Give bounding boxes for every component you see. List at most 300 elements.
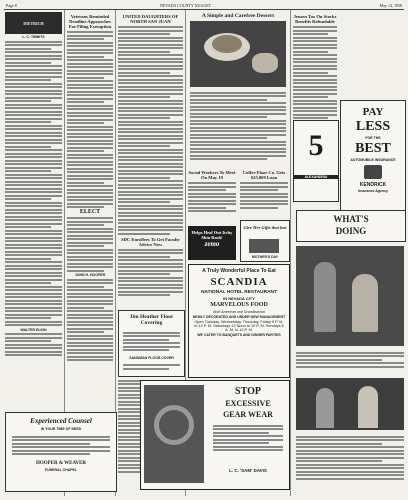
text-line <box>118 145 170 147</box>
text-line <box>118 128 183 130</box>
text-line <box>67 175 113 177</box>
text-line <box>5 149 62 151</box>
text-line <box>5 142 62 144</box>
text-line <box>213 425 283 427</box>
byline: L. C. TIBBITS <box>22 35 45 39</box>
text-line <box>5 174 62 176</box>
text-line <box>240 203 288 205</box>
text-line <box>293 86 337 88</box>
text-line <box>67 231 113 233</box>
text-line <box>5 51 62 53</box>
text-line <box>67 70 113 72</box>
text-line <box>118 212 183 214</box>
text-line <box>67 199 113 201</box>
stop-line2: EXCESSIVE <box>225 399 271 408</box>
text-line <box>118 68 183 70</box>
masthead: NEVADA COUNTY NUGGET <box>160 3 212 8</box>
alexandria-ad <box>293 120 339 202</box>
alexandria-name: ALEXANDRIA <box>294 175 338 179</box>
stop-shop: L. C. 'SAM' DAVIS <box>229 468 267 473</box>
text-line <box>5 240 62 242</box>
text-line <box>67 112 113 114</box>
dessert-headline: A Simple and Carefree Dessert <box>201 13 275 19</box>
text-line <box>118 58 183 60</box>
text-line <box>118 180 183 182</box>
text-line <box>118 65 183 67</box>
text-line <box>118 40 183 42</box>
text-line <box>118 86 183 88</box>
text-line <box>5 90 62 92</box>
text-line <box>118 96 170 98</box>
text-line <box>67 105 113 107</box>
text-line <box>5 170 51 172</box>
zemo-line1: Helps Heal Out Itchy Skin Rash! <box>191 230 233 240</box>
text-line <box>67 224 104 226</box>
text-line <box>123 346 180 348</box>
text-line <box>67 293 113 295</box>
text-line <box>5 48 51 50</box>
text-line <box>190 144 286 146</box>
tax-headline: Jensen Tax On Stocks Benefits Refundable <box>293 14 337 24</box>
scandia-hours: Open Tuesday, Wednesday, Thursday, Friday 5 P. M. to 10 P. M. Saturdays 12 Noon to 10 P. M. Sundays 8 A. M. to 10 P. M. <box>194 320 284 332</box>
text-line <box>293 96 328 98</box>
scandia-line3: MARVELOUS FOOD <box>210 302 268 308</box>
text-line <box>296 474 404 476</box>
text-line <box>12 446 110 448</box>
scandia-line7: WE CATER TO BANQUETS AND DINNER PARTIES <box>197 333 281 337</box>
text-line <box>5 279 62 281</box>
text-line <box>67 314 113 316</box>
jim-heather-title: Jim Heather Floor Covering <box>129 314 174 326</box>
gift-ad <box>240 220 290 262</box>
text-line <box>5 209 62 211</box>
text-line <box>118 117 170 119</box>
text-line <box>293 79 337 81</box>
text-line <box>67 157 113 159</box>
text-line <box>123 364 180 366</box>
text-line <box>293 58 337 60</box>
text-line <box>5 337 62 339</box>
text-line <box>67 150 104 152</box>
dessert-feature <box>188 12 288 167</box>
text-line <box>118 26 183 28</box>
text-line <box>67 286 104 288</box>
gear-photo <box>144 385 204 483</box>
text-line <box>67 203 113 205</box>
text-line <box>67 94 113 96</box>
text-line <box>190 151 286 153</box>
candidate-name: JOHN H. HOOPER <box>74 273 106 277</box>
text-line <box>293 40 337 42</box>
text-line <box>5 244 62 246</box>
scandia-ad <box>188 264 290 378</box>
text-line <box>67 164 113 166</box>
pay-agency: Insurance Agency <box>357 189 389 193</box>
text-line <box>118 266 183 268</box>
text-line <box>5 286 62 288</box>
text-line <box>190 127 286 129</box>
text-line <box>5 275 62 277</box>
text-line <box>67 321 113 323</box>
text-line <box>67 266 113 268</box>
text-line <box>67 189 113 191</box>
text-line <box>5 86 62 88</box>
text-line <box>67 345 113 347</box>
text-line <box>123 332 180 334</box>
text-line <box>293 110 337 112</box>
column-2 <box>67 12 113 407</box>
text-line <box>67 119 113 121</box>
text-line <box>118 287 183 289</box>
text-line <box>67 101 104 103</box>
text-line <box>67 136 113 138</box>
text-line <box>118 273 170 275</box>
text-line <box>293 107 337 109</box>
text-line <box>67 45 113 47</box>
text-line <box>190 148 286 150</box>
text-line <box>118 135 183 137</box>
text-line <box>296 439 404 441</box>
text-line <box>67 182 104 184</box>
text-line <box>118 263 183 265</box>
text-line <box>190 158 267 160</box>
text-line <box>213 439 283 441</box>
text-line <box>118 107 183 109</box>
text-line <box>118 198 183 200</box>
text-line <box>5 282 51 284</box>
text-line <box>213 428 283 430</box>
text-line <box>5 226 51 228</box>
whats-doing-text <box>296 350 404 374</box>
text-line <box>296 366 404 368</box>
text-line <box>67 335 113 337</box>
text-line <box>67 143 113 145</box>
text-line <box>67 359 113 361</box>
text-line <box>67 282 113 284</box>
text-line <box>240 207 278 209</box>
text-line <box>67 108 113 110</box>
text-line <box>118 103 183 105</box>
text-line <box>118 93 183 95</box>
text-line <box>118 259 183 261</box>
text-line <box>5 247 62 249</box>
text-line <box>5 128 62 130</box>
text-line <box>293 82 337 84</box>
text-line <box>67 63 113 65</box>
text-line <box>67 352 113 354</box>
text-line <box>118 277 183 279</box>
text-line <box>293 100 337 102</box>
text-line <box>67 42 113 44</box>
text-line <box>5 202 62 204</box>
text-line <box>293 30 337 32</box>
text-line <box>5 254 62 256</box>
stop-line1: STOP <box>235 386 261 397</box>
text-line <box>5 340 51 342</box>
text-line <box>5 198 51 200</box>
text-line <box>5 132 62 134</box>
text-line <box>296 352 404 354</box>
column-1 <box>5 12 62 410</box>
text-line <box>118 170 183 172</box>
text-line <box>5 76 62 78</box>
pay-line3: FOR THE <box>365 136 381 140</box>
text-line <box>296 359 382 361</box>
scandia-line1: NATIONAL HOTEL RESTAURANT <box>201 290 277 295</box>
text-line <box>5 104 62 106</box>
text-line <box>296 450 404 452</box>
text-line <box>5 205 62 207</box>
text-line <box>118 121 183 123</box>
text-line <box>118 194 183 196</box>
text-line <box>12 439 110 441</box>
text-line <box>5 79 51 81</box>
text-line <box>5 293 62 295</box>
text-line <box>118 177 170 179</box>
text-line <box>296 446 404 448</box>
text-line <box>213 442 269 444</box>
text-line <box>5 195 62 197</box>
text-line <box>293 51 328 53</box>
text-line <box>293 114 337 116</box>
text-line <box>293 37 337 39</box>
text-line <box>5 265 62 267</box>
text-line <box>67 59 113 61</box>
text-line <box>12 436 110 438</box>
text-line <box>118 270 183 272</box>
pay-less-ad <box>340 100 406 212</box>
text-line <box>5 83 62 85</box>
text-line <box>67 56 104 58</box>
text-line <box>213 435 283 437</box>
text-line <box>118 72 170 74</box>
text-line <box>5 163 62 165</box>
text-line <box>293 72 328 74</box>
text-line <box>118 131 183 133</box>
text-line <box>5 310 62 312</box>
text-line <box>293 65 337 67</box>
text-line <box>190 137 267 139</box>
figure-shape <box>358 386 378 428</box>
text-line <box>5 268 62 270</box>
text-line <box>5 261 62 263</box>
text-line <box>118 294 170 296</box>
text-line <box>67 296 113 298</box>
text-line <box>188 196 236 198</box>
counsel-firm: HOOPER & WEAVER <box>35 460 87 466</box>
text-line <box>123 349 169 351</box>
text-line <box>188 186 236 188</box>
text-line <box>118 110 183 112</box>
text-line <box>67 129 113 131</box>
text-line <box>118 156 183 158</box>
text-line <box>293 47 337 49</box>
stop-line3: GEAR WEAR <box>223 410 273 419</box>
text-line <box>67 289 113 291</box>
text-line <box>67 228 113 230</box>
text-line <box>67 338 113 340</box>
text-line <box>67 324 113 326</box>
text-line <box>118 114 183 116</box>
whats-line2: DOING <box>335 226 367 236</box>
text-line <box>123 368 169 370</box>
text-line <box>5 58 62 60</box>
text-line <box>5 184 62 186</box>
text-line <box>118 100 183 102</box>
text-line <box>118 30 183 32</box>
text-line <box>118 229 183 231</box>
pay-line2: LESS <box>355 119 391 134</box>
text-line <box>118 37 183 39</box>
text-line <box>293 103 337 105</box>
text-line <box>67 147 113 149</box>
text-line <box>5 41 62 43</box>
text-line <box>5 188 62 190</box>
text-line <box>296 443 382 445</box>
text-line <box>67 192 113 194</box>
text-line <box>67 356 113 358</box>
text-line <box>118 33 170 35</box>
text-line <box>67 300 113 302</box>
text-line <box>67 122 104 124</box>
text-line <box>5 219 62 221</box>
text-line <box>5 177 62 179</box>
people-photo <box>296 378 404 430</box>
text-line <box>67 31 113 33</box>
text-line <box>190 141 286 143</box>
bowl-shape <box>252 53 278 73</box>
scandia-line4: Both American and Scandinavian <box>213 310 265 314</box>
text-line <box>5 272 62 274</box>
coffee-story <box>240 168 288 218</box>
text-line <box>118 163 183 165</box>
text-line <box>5 111 62 113</box>
text-line <box>67 168 113 170</box>
text-line <box>118 149 183 151</box>
text-line <box>67 217 113 219</box>
text-line <box>5 118 62 120</box>
text-line <box>296 362 404 364</box>
text-line <box>240 186 288 188</box>
text-line <box>67 98 113 100</box>
text-line <box>293 68 337 70</box>
text-line <box>188 193 236 195</box>
text-line <box>188 182 236 184</box>
text-line <box>118 61 183 63</box>
counsel-title: Experienced Counsel <box>30 417 92 425</box>
text-line <box>296 355 404 357</box>
text-line <box>188 207 226 209</box>
scandia-name: SCANDIA <box>210 276 268 288</box>
text-line <box>118 159 183 161</box>
text-line <box>67 221 113 223</box>
text-line <box>213 432 269 434</box>
text-line <box>118 79 183 81</box>
text-line <box>5 121 51 123</box>
text-line <box>5 65 62 67</box>
text-line <box>118 82 183 84</box>
text-line <box>67 270 104 272</box>
gift-line2: MOTHER'S DAY <box>251 255 279 259</box>
text-line <box>5 62 51 64</box>
figure-shape <box>316 388 334 428</box>
text-line <box>123 342 180 344</box>
text-line <box>5 100 51 102</box>
text-line <box>5 258 51 260</box>
text-line <box>5 314 62 316</box>
sdc-headline: SDC Enrollees To Get Faculty Advice Now <box>121 236 180 247</box>
column-3 <box>118 12 183 307</box>
text-line <box>5 146 51 148</box>
text-line <box>296 464 404 466</box>
text-line <box>67 310 113 312</box>
counsel-ad <box>5 412 117 492</box>
text-line <box>67 317 113 319</box>
gift-line1: Give Her Gifts that last <box>243 225 287 230</box>
text-line <box>293 33 328 35</box>
text-line <box>118 256 170 258</box>
text-line <box>5 237 62 239</box>
text-line <box>188 210 236 212</box>
text-line <box>296 471 404 473</box>
pie-shape <box>212 35 242 53</box>
zemo-brand: zemo <box>204 240 220 248</box>
text-line <box>5 230 62 232</box>
text-line <box>5 300 62 302</box>
text-line <box>67 279 113 281</box>
text-line <box>118 124 183 126</box>
text-line <box>67 77 104 79</box>
text-line <box>5 347 62 349</box>
text-line <box>213 449 283 451</box>
text-line <box>67 38 104 40</box>
text-line <box>5 160 62 162</box>
text-line <box>118 219 183 221</box>
text-line <box>188 189 226 191</box>
text-line <box>118 75 183 77</box>
shield-icon <box>364 165 382 179</box>
veterans-headline: Veterans Reminded Deadline Approaches For Filing Exemption <box>68 14 112 29</box>
text-line <box>5 153 62 155</box>
text-line <box>67 196 113 198</box>
text-line <box>5 303 62 305</box>
alexandria-number: 5 <box>308 129 324 162</box>
text-line <box>12 450 110 452</box>
text-line <box>5 289 62 291</box>
floor-covering-ad <box>118 310 185 377</box>
text-line <box>67 245 104 247</box>
elect-heading: ELECT <box>79 209 101 215</box>
text-line <box>190 134 286 136</box>
text-line <box>118 208 183 210</box>
text-line <box>118 226 183 228</box>
column-8-lower <box>296 434 404 490</box>
scandia-line2: IN NEVADA CITY <box>223 296 255 301</box>
text-line <box>67 66 113 68</box>
text-line <box>5 216 62 218</box>
text-line <box>67 307 104 309</box>
text-line <box>67 52 113 54</box>
text-line <box>67 342 113 344</box>
text-line <box>67 35 113 37</box>
text-line <box>190 106 286 108</box>
text-line <box>118 280 183 282</box>
text-line <box>118 249 183 251</box>
text-line <box>67 238 113 240</box>
text-line <box>67 185 113 187</box>
text-line <box>123 335 180 337</box>
text-line <box>118 173 183 175</box>
